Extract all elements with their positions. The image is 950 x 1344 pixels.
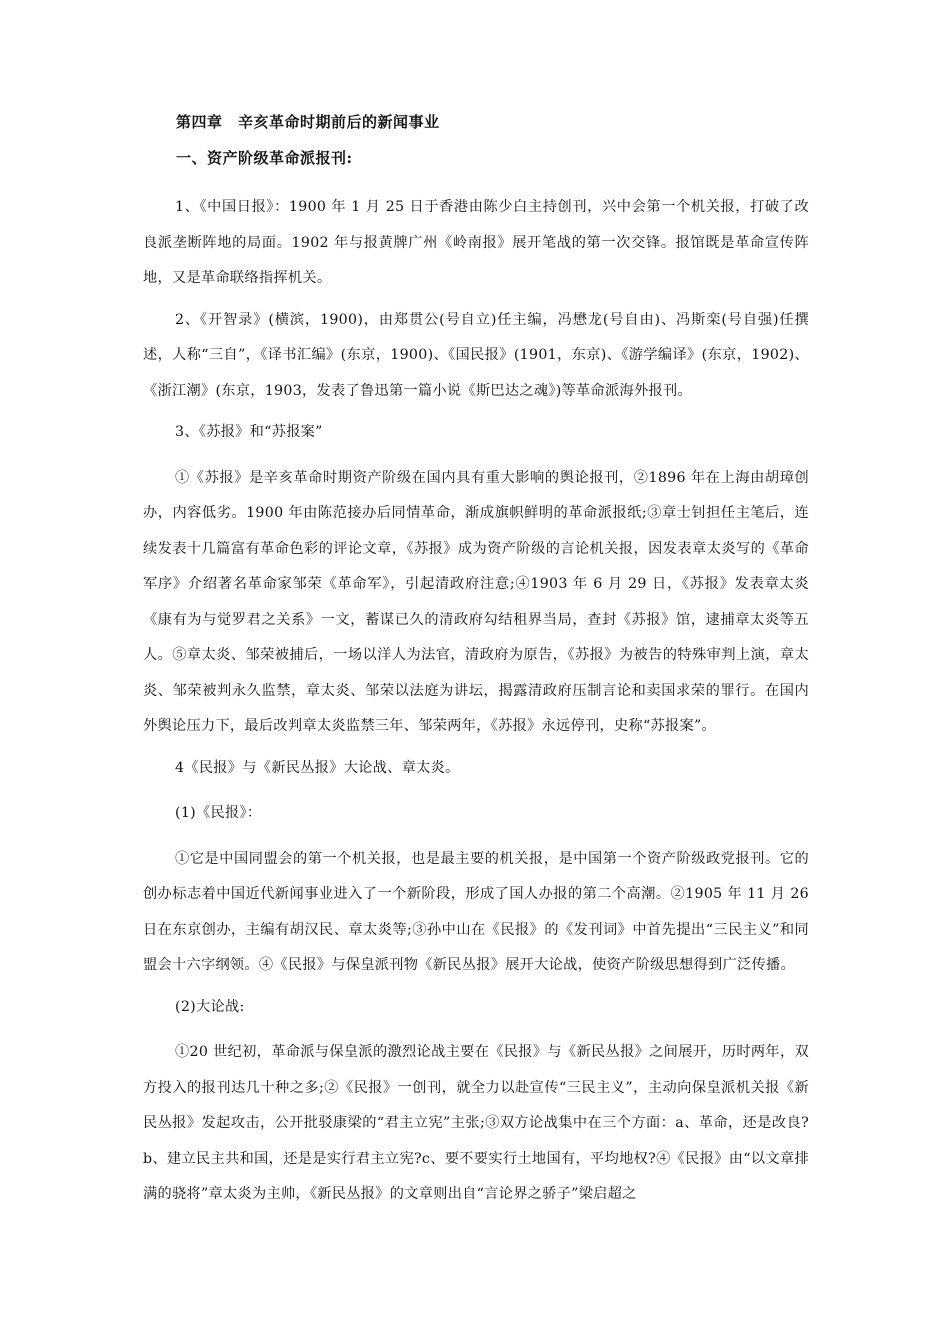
chapter-title: 第四章 辛亥革命时期前后的新闻事业 xyxy=(176,113,440,131)
paragraph-minbao-debate-heading: 4《民报》与《新民丛报》大论战、章太炎。 xyxy=(175,759,460,776)
document-body xyxy=(143,112,809,1219)
paragraph-zhongguo-ribao: 1、《中国日报》：1900 年 1 月 25 日于香港由陈少白主持创刊，兴中会第一个机关报，打破了改良派垄断阵地的局面。1902 年与报黄牌广州《岭南报》展开笔战的第一次交锋。报馆既是革命宣传阵地，又是革命联络指挥机关。 xyxy=(143,199,809,286)
paragraph-subao-heading: 3、《苏报》和“苏报案” xyxy=(175,424,323,440)
paragraph-minbao-subheading: (1)《民报》： xyxy=(175,805,262,821)
paragraph-debate-subheading: (2)大论战: xyxy=(175,998,245,1015)
paragraph-kaizhilu: 2、《开智录》(横滨，1900)，由郑贯公(号自立)任主编，冯懋龙(号自由)、冯斯栾(号自强)任撰述，人称“三自”，《译书汇编》(东京，1900)、《国民报》(1901，东京)、《游学编译》(东京，1902)、《浙江潮》(东京，1903，发表了鲁迅第一篇小说《斯巴达之魂》)等革命派海外报刊。 xyxy=(143,311,809,399)
paragraph-subao-case: ①《苏报》是辛亥革命时期资产阶级在国内具有重大影响的舆论报刊，②1896 年在上海由胡璋创办，内容低劣。1900 年由陈范接办后同情革命，渐成旗帜鲜明的革命派报纸;③章士钊担任主笔后，连续发表十几篇富有革命色彩的评论文章，《苏报》成为资产阶级的言论机关报，因发表章太炎写的《革命军序》介绍著名革命家邹荣《革命军》，引起清政府注意;④1903 年 6 月 29 日，《苏报》发表章太炎《康有为与觉罗君之关系》一文，蓄谋已久的清政府勾结租界当局，查封《苏报》馆，逮捕章太炎等五人。⑤章太炎、邹荣被捕后，一场以洋人为法官，清政府为原告，《苏报》为被告的特殊审判上演，章太炎、邹荣被判永久监禁，章太炎、邹荣以法庭为讲坛，揭露清政府压制言论和卖国求荣的罪行。在国内外舆论压力下，最后改判章太炎监禁三年、邹荣两年，《苏报》永远停刊，史称“苏报案”。 xyxy=(143,469,809,734)
section-title: 一、资产阶级革命派报刊: xyxy=(176,149,353,167)
paragraph-debate: ①20 世纪初，革命派与保皇派的激烈论战主要在《民报》与《新民丛报》之间展开，历时两年，双方投入的报刊达几十种之多;②《民报》一创刊，就全力以赴宣传“三民主义”，主动向保皇派机关报《新民丛报》发起攻击，公开批驳康梁的“君主立宪”主张;③双方论战集中在三个方面：a、革命，还是改良?b、建立民主共和国，还是是实行君主立宪?c、要不要实行土地国有，平均地权?④《民报》由“以文章排满的骁将”章太炎为主帅，《新民丛报》的文章则出自“言论界之骄子”梁启超之 xyxy=(143,1044,809,1202)
paragraph-minbao: ①它是中国同盟会的第一个机关报，也是最主要的机关报，是中国第一个资产阶级政党报刊。它的创办标志着中国近代新闻事业进入了一个新阶段，形成了国人办报的第二个高潮。②1905 年 11 月 26 日在东京创办，主编有胡汉民、章太炎等;③孙中山在《民报》的《发刊词》中首先提出“三民主义”和同盟会十六字纲领。④《民报》与保皇派刊物《新民丛报》展开大论战，使资产阶级思想得到广泛传播。 xyxy=(143,850,809,973)
